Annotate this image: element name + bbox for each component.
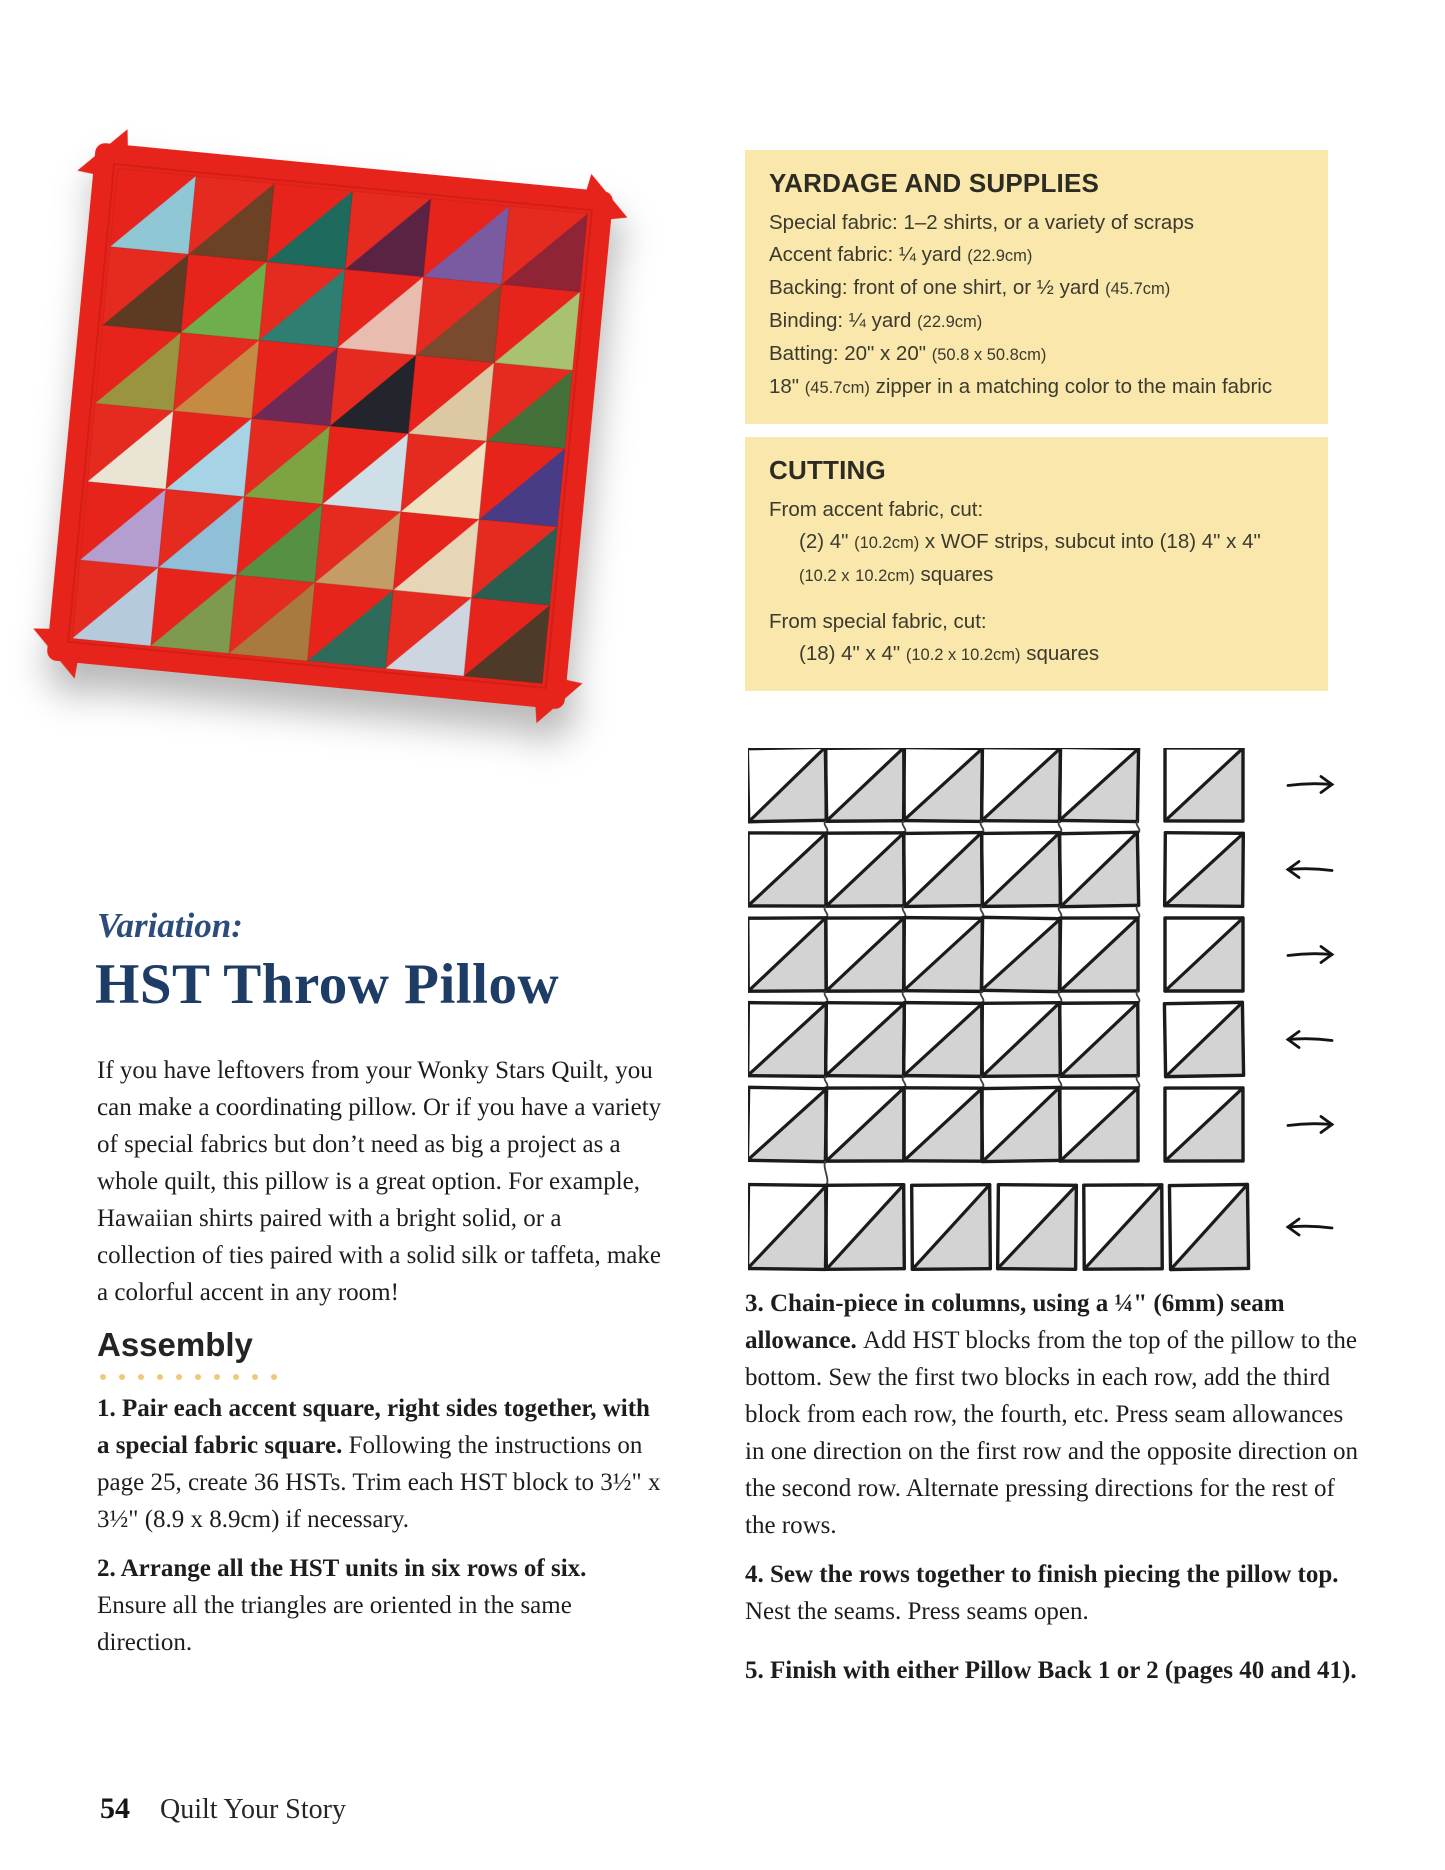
text-segment: zipper in a matching color to the main fabric [869,375,1273,398]
chain-thread [1137,906,1140,918]
cutting-line [769,494,1304,526]
metric-value: (45.7cm) [804,379,870,397]
cutting-line [769,526,1304,592]
right-arrow-icon [1288,947,1332,963]
dot [252,1374,258,1380]
text-segment: squares [914,563,994,586]
step-lead: 4. Sew the rows together to finish piecing the pillow top. [745,1561,1339,1588]
hst-block [826,833,904,906]
hst-block [1165,1088,1243,1161]
text-segment: Backing: front of one shirt, or ½ yard [769,276,1106,299]
step-lead: 3. Chain-piece in columns, using a ¼" (6mm) seam allowance. [745,1290,1285,1354]
hst-block [904,748,983,821]
dot [119,1374,125,1380]
dot [271,1374,277,1380]
dot [233,1374,239,1380]
right-arrow-icon [1288,777,1332,793]
metric-value: (50.8 x 50.8cm) [931,346,1047,364]
step-lead: 1. Pair each accent square, right sides together, with a special fabric square. [97,1395,650,1459]
step-body: Nest the seams. Press seams open. [745,1598,1089,1625]
hst-block [982,833,1061,907]
hst-block [826,1088,904,1161]
hst-block [912,1185,991,1270]
hst-block [982,748,1061,821]
cutting-box-title: CUTTING [769,455,886,485]
step-body: Add HST blocks from the top of the pillow to the bottom. Sew the first two blocks in each row, add the third block from each row, the fourth, etc. Press seam allowances in one direction on the first row and the opposite direction on the second row. Alternate pressing directions for the rest of the rows. [745,1327,1359,1539]
hst-block [826,1185,905,1270]
dot [195,1374,201,1380]
yardage-line [769,338,1304,371]
text-segment: squares [1020,642,1100,665]
metric-value: 10.2cm) [855,567,915,585]
assembly-step [97,1550,662,1661]
yardage-lines [769,207,1304,404]
hst-block [1060,1003,1138,1077]
cutting-box [745,437,1328,691]
chain-thread [825,1161,828,1185]
hst-block [1084,1185,1162,1269]
assembly-step [745,1285,1367,1544]
hst-pillow-image [20,116,640,736]
text-segment: Special fabric: 1–2 shirts, or a variety of scraps [769,211,1194,234]
hst-block [1164,1002,1243,1076]
text-segment: 18" [769,375,805,398]
text-segment: Binding: ¼ yard [769,309,918,332]
book-title: Quilt Your Story [160,1794,346,1825]
pillow-photo [46,142,626,762]
metric-value: (45.7cm) [1105,280,1171,298]
page-title: HST Throw Pillow [95,953,560,1016]
hst-block [748,1185,826,1270]
text-segment: From accent fabric, cut: [769,498,984,521]
hst-block [981,917,1060,991]
dot [100,1374,106,1380]
text-segment: (18) 4" x 4" [799,642,906,665]
step-lead: 5. Finish with either Pillow Back 1 or 2 (pages 40 and 41). [745,1657,1357,1684]
hst-block [1059,832,1138,906]
left-arrow-icon [1288,862,1332,878]
cutting-line [769,638,1304,671]
left-arrow-icon [1288,1032,1332,1048]
text-segment: (2) 4" [799,530,855,553]
intro-paragraph: If you have leftovers from your Wonky Stars Quilt, you can make a coordinating pillow. Or if you have a variety of special fabrics but don’t need as big a project as a whole quilt, this pillow is a great option. For example, Hawaiian shirts paired with a bright solid, or a collection of ties paired with a solid silk or taffeta, make a colorful accent in any room! [97,1057,662,1306]
metric-value: (22.9cm) [917,313,983,331]
step-body: Following the instructions on page 25, create 36 HSTs. Trim each HST block to 3½" x 3½" (8.9 x 8.9cm) if necessary. [97,1432,661,1533]
assembly-step [745,1652,1367,1689]
yardage-line [769,207,1304,239]
hst-block [826,748,904,821]
hst-diagram-image [748,748,1348,1293]
hst-block [1169,1184,1248,1269]
right-arrow-icon [1288,1117,1332,1133]
hst-block [1059,748,1138,822]
hst-block [904,833,983,907]
metric-value: (22.9cm) [967,247,1033,265]
cutting-lines [769,494,1304,671]
hst-block [1165,833,1244,907]
assembly-step [97,1390,662,1538]
cutting-line [769,606,1304,638]
hst-block [904,918,983,992]
step-lead: 2. Arrange all the HST units in six rows of six. [97,1555,587,1582]
dot [138,1374,144,1380]
yardage-supplies-box [745,150,1328,424]
hst-block [826,918,904,991]
hst-block [748,1087,827,1161]
hst-block [1060,1088,1138,1161]
yardage-line [769,305,1304,338]
text-segment: From special fabric, cut: [769,610,987,633]
chain-piecing-diagram [748,748,1348,1293]
hst-block [1165,918,1243,991]
hst-block [904,1003,983,1077]
assembly-heading: Assembly [97,1326,253,1363]
yardage-line [769,239,1304,272]
assembly-dots-divider [100,1374,277,1380]
hst-block [748,918,826,991]
hst-block [1165,748,1243,821]
metric-value: (10.2 x 10.2cm) [905,646,1021,664]
variation-kicker: Variation: [97,906,243,945]
dot [214,1374,220,1380]
yardage-line [769,371,1304,404]
hst-block [748,1003,826,1077]
text-segment: x WOF strips, subcut into (18) 4" x 4" [919,530,1261,553]
metric-value: (10.2cm) [854,534,920,552]
hst-block [1060,918,1138,991]
dot [157,1374,163,1380]
hst-block [748,748,827,822]
hst-block [981,1087,1060,1161]
text-segment: Batting: 20" x 20" [769,342,932,365]
page-number: 54 [100,1792,130,1825]
yardage-line [769,272,1304,305]
hst-block [826,1003,905,1077]
page-footer [100,1792,346,1826]
hst-block [982,1003,1061,1077]
yardage-box-title: YARDAGE AND SUPPLIES [769,168,1100,198]
hst-block [998,1185,1077,1270]
metric-value: (10.2 x [799,567,850,585]
hst-block [748,833,826,906]
hst-block [904,1088,982,1161]
step-body: Ensure all the triangles are oriented in the same direction. [97,1592,572,1656]
dot [176,1374,182,1380]
assembly-step [745,1556,1367,1630]
left-arrow-icon [1288,1219,1332,1235]
text-segment: Accent fabric: ¼ yard [769,243,968,266]
